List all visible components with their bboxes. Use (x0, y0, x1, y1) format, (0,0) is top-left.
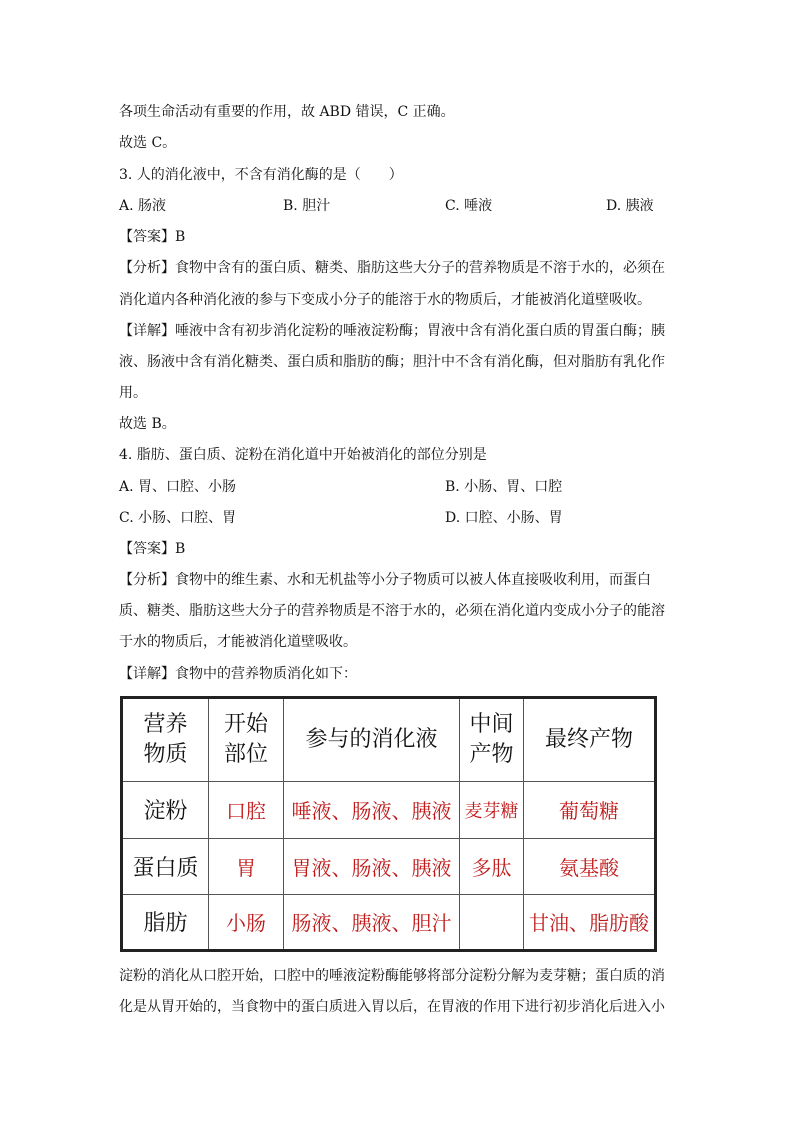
paragraph-line: 淀粉的消化从口腔开始，口腔中的唾液淀粉酶能够将部分淀粉分解为麦芽糖；蛋白质的消 (119, 968, 665, 984)
header-nutrient (122, 698, 209, 782)
option-d: D. 胰液 (606, 198, 654, 214)
table-cell: 小肠 (209, 894, 284, 950)
option-a: A. 肠液 (119, 198, 167, 214)
header-digestive-juice (284, 698, 460, 782)
option-b: B. 小肠、胃、口腔 (445, 479, 563, 495)
option-c: C. 唾液 (445, 198, 493, 214)
table-cell: 脂肪 (122, 894, 209, 950)
header-final-product (524, 698, 656, 782)
table-cell: 氨基酸 (524, 838, 656, 894)
detail-line: 【详解】食物中的营养物质消化如下： (119, 666, 357, 682)
question-3: 3. 人的消化液中，不含有消化酶的是（ ） (119, 167, 403, 183)
option-b: B. 胆汁 (283, 198, 331, 214)
header-text: 开始部位 (223, 712, 268, 768)
table-cell (460, 894, 524, 950)
table-row (122, 782, 656, 838)
table-row (122, 838, 656, 894)
answer-choice-line: 故选 C。 (119, 135, 177, 151)
question-4: 4. 脂肪、蛋白质、淀粉在消化道中开始被消化的部位分别是 (119, 447, 487, 463)
table-row (122, 894, 656, 950)
table-cell: 淀粉 (122, 782, 209, 838)
paragraph-line: 各项生命活动有重要的作用，故 ABD 错误，C 正确。 (119, 104, 455, 120)
header-text: 营养物质 (143, 712, 188, 768)
answer-label: 【答案】B (119, 541, 186, 557)
table-cell: 麦芽糖 (460, 782, 524, 838)
answer-label: 【答案】B (119, 229, 186, 245)
detail-line: 【详解】唾液中含有初步消化淀粉的唾液淀粉酶；胃液中含有消化蛋白质的胃蛋白酶；胰 (119, 323, 665, 339)
header-text: 最终产物 (544, 727, 633, 753)
table-cell: 多肽 (460, 838, 524, 894)
table-cell: 胃 (209, 838, 284, 894)
header-intermediate (460, 698, 524, 782)
detail-line: 液、肠液中含有消化糖类、蛋白质和脂肪的酶；胆汁中不含有消化酶，但对脂肪有乳化作 (119, 354, 665, 370)
table-header-row (122, 698, 656, 782)
header-text: 中间产物 (469, 712, 514, 768)
option-c: C. 小肠、口腔、胃 (119, 510, 237, 526)
analysis-line: 【分析】食物中的维生素、水和无机盐等小分子物质可以被人体直接吸收利用，而蛋白 (119, 572, 651, 588)
header-text: 参与的消化液 (305, 727, 438, 753)
analysis-line: 于水的物质后，才能被消化道壁吸收。 (119, 634, 357, 650)
header-start-site (209, 698, 284, 782)
table-cell: 葡萄糖 (524, 782, 656, 838)
table-cell: 甘油、脂肪酸 (524, 894, 656, 950)
table-cell: 唾液、肠液、胰液 (284, 782, 460, 838)
option-d: D. 口腔、小肠、胃 (445, 510, 563, 526)
digestion-table (120, 696, 657, 952)
table-cell: 胃液、肠液、胰液 (284, 838, 460, 894)
table-cell: 口腔 (209, 782, 284, 838)
analysis-line: 消化道内各种消化液的参与下变成小分子的能溶于水的物质后，才能被消化道壁吸收。 (119, 292, 651, 308)
paragraph-line: 化是从胃开始的，当食物中的蛋白质进入胃以后，在胃液的作用下进行初步消化后进入小 (119, 999, 665, 1015)
option-a: A. 胃、口腔、小肠 (119, 479, 237, 495)
detail-line: 用。 (119, 385, 147, 401)
analysis-line: 质、糖类、脂肪这些大分子的营养物质是不溶于水的，必须在消化道内变成小分子的能溶 (119, 603, 665, 619)
answer-choice-line: 故选 B。 (119, 416, 176, 432)
analysis-line: 【分析】食物中含有的蛋白质、糖类、脂肪这些大分子的营养物质是不溶于水的，必须在 (119, 260, 665, 276)
table-cell: 蛋白质 (122, 838, 209, 894)
table-cell: 肠液、胰液、胆汁 (284, 894, 460, 950)
